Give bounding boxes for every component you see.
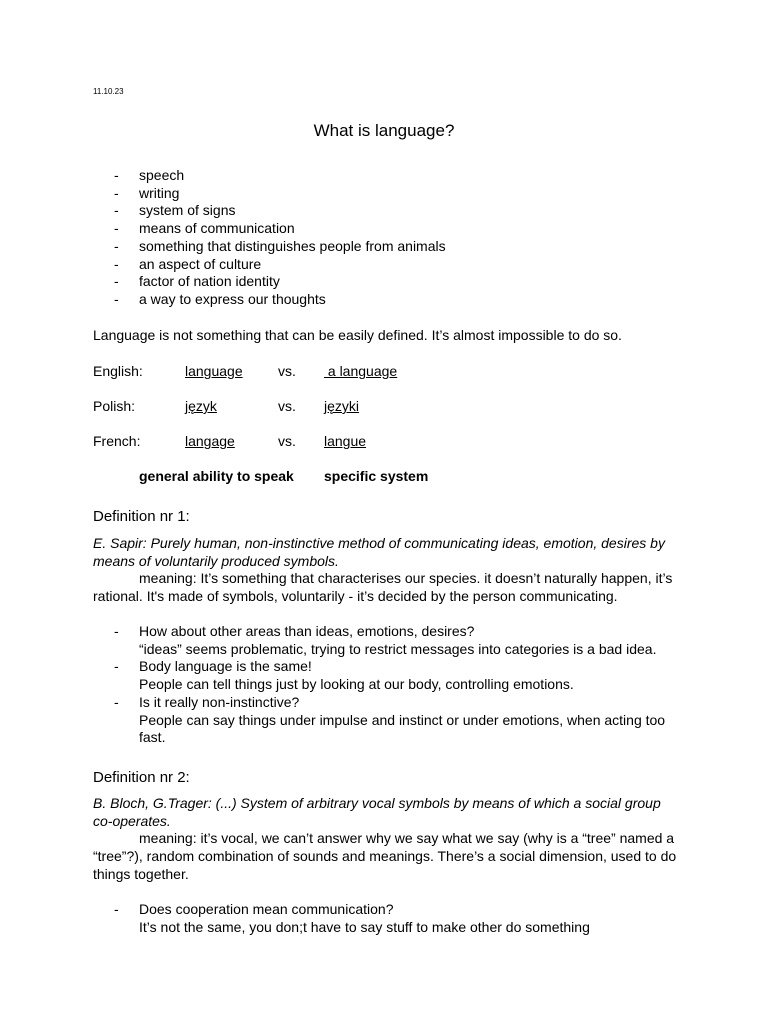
bullet-dash: - xyxy=(114,184,119,201)
list-item-text: an aspect of culture xyxy=(139,255,262,272)
document-date: 11.10.23 xyxy=(93,87,124,96)
language-name: English: xyxy=(93,363,143,379)
list-item xyxy=(114,185,446,203)
list-item xyxy=(114,694,684,747)
list-item-text: means of communication xyxy=(139,220,295,237)
bullet-dash: - xyxy=(114,623,119,639)
specific-term: a language xyxy=(324,363,398,379)
specific-term: języki xyxy=(324,398,360,414)
summary-general: general ability to speak xyxy=(139,468,294,484)
list-item-text: a way to express our thoughts xyxy=(139,290,326,307)
bullet-dash: - xyxy=(114,901,119,917)
definition-1-quote: E. Sapir: Purely human, non-instinctive method of communicating ideas, emotion, desires by means of voluntarily produced symbols. xyxy=(93,535,665,569)
definition-1-heading: Definition nr 1: xyxy=(93,508,190,525)
bullet-dash: - xyxy=(114,255,119,272)
list-item-text: writing xyxy=(139,184,180,201)
bullet-dash: - xyxy=(114,202,119,219)
intro-list xyxy=(114,167,446,309)
point-question: Is it really non-instinctive? xyxy=(139,693,300,710)
specific-term: langue xyxy=(324,433,367,449)
point-answer: People can tell things just by looking at our body, controlling emotions. xyxy=(139,676,574,693)
definition-1-meaning: meaning: It’s something that characterises our species. it doesn’t naturally happen, it’s rational. It's made of symbols, voluntarily - it’s decided by the person communicating. xyxy=(93,570,673,605)
point-answer: It’s not the same, you don;t have to say stuff to make other do something xyxy=(139,918,590,935)
point-answer: “ideas” seems problematic, trying to restrict messages into categories is a bad idea. xyxy=(139,640,657,657)
definition-1-points xyxy=(114,623,684,747)
bullet-dash: - xyxy=(114,167,119,183)
list-item-text: factor of nation identity xyxy=(139,273,280,290)
definition-2-body xyxy=(93,795,683,884)
list-item xyxy=(114,273,446,291)
statement-paragraph: Language is not something that can be easily defined. It’s almost impossible to do so. xyxy=(93,327,622,343)
list-item xyxy=(114,238,446,256)
definition-2-points xyxy=(114,901,684,936)
language-name: Polish: xyxy=(93,398,136,414)
list-item xyxy=(114,901,684,936)
list-item xyxy=(114,256,446,274)
language-name: French: xyxy=(93,433,141,449)
definition-2-heading: Definition nr 2: xyxy=(93,769,190,786)
list-item xyxy=(114,623,684,658)
point-answer: People can say things under impulse and instinct or under emotions, when acting too fast. xyxy=(139,711,666,746)
point-question: How about other areas than ideas, emotions, desires? xyxy=(139,623,475,639)
list-item-text: speech xyxy=(139,167,185,183)
bullet-dash: - xyxy=(114,273,119,290)
bullet-dash: - xyxy=(114,237,119,254)
bullet-dash: - xyxy=(114,658,119,675)
list-item-text: system of signs xyxy=(139,202,236,219)
list-item xyxy=(114,167,446,185)
general-term: język xyxy=(185,398,217,414)
list-item xyxy=(114,220,446,238)
list-item xyxy=(114,658,684,693)
summary-specific: specific system xyxy=(324,468,429,484)
versus-label: vs. xyxy=(278,363,296,379)
document-title: What is language? xyxy=(313,121,455,140)
versus-label: vs. xyxy=(278,433,296,449)
bullet-dash: - xyxy=(114,290,119,307)
list-item xyxy=(114,202,446,220)
bullet-dash: - xyxy=(114,220,119,237)
general-term: language xyxy=(185,363,243,379)
list-item xyxy=(114,291,446,309)
bullet-dash: - xyxy=(114,693,119,710)
definition-1-body xyxy=(93,535,683,606)
general-term: langage xyxy=(185,433,235,449)
versus-label: vs. xyxy=(278,398,296,414)
point-question: Body language is the same! xyxy=(139,658,312,675)
definition-2-meaning: meaning: it’s vocal, we can’t answer why we say what we say (why is a “tree” named a “tree”?), random combination of sounds and meanings. There’s a social dimension, used to do things together. xyxy=(93,830,677,882)
definition-2-quote: B. Bloch, G.Trager: (...) System of arbitrary vocal symbols by means of which a social group co-operates. xyxy=(93,795,661,829)
point-question: Does cooperation mean communication? xyxy=(139,901,394,917)
list-item-text: something that distinguishes people from animals xyxy=(139,237,446,254)
